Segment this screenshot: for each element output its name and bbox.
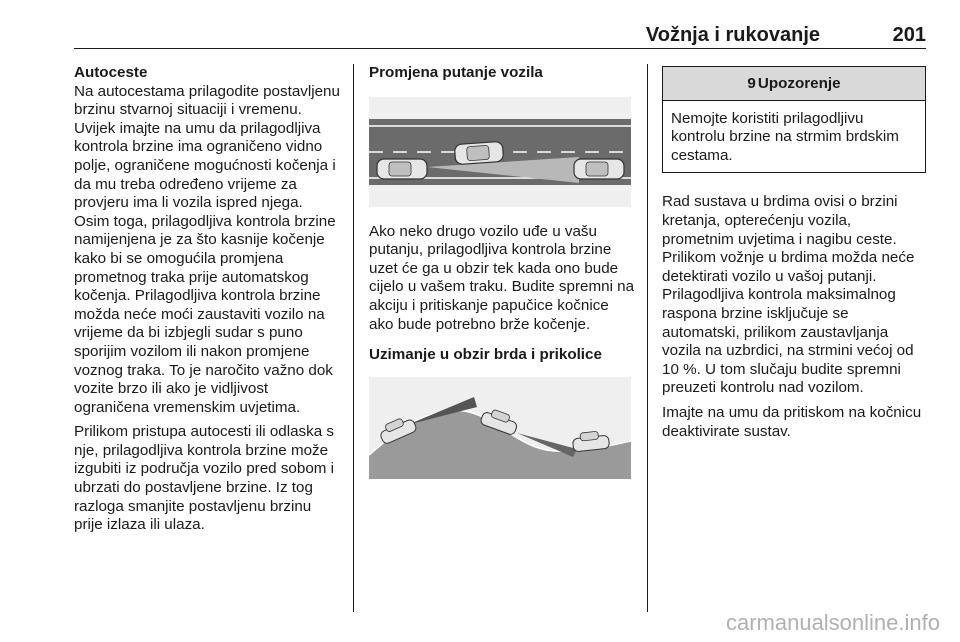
watermark: carmanualsonline.info bbox=[725, 610, 940, 635]
lane-change-drawing bbox=[369, 97, 631, 207]
right-column bbox=[662, 64, 926, 447]
warning-text: Nemojte koristiti prilagodljivu kontrolu brzine na strmim brdskim cestama. bbox=[671, 109, 899, 164]
warning-triangle-icon: 9 bbox=[747, 75, 756, 92]
car-valley bbox=[572, 430, 610, 452]
header-rule bbox=[74, 48, 926, 49]
column-divider-right bbox=[647, 64, 648, 612]
car-ahead bbox=[574, 159, 624, 179]
cutting-in-car bbox=[454, 141, 503, 164]
paragraph: Rad sustava u brdima ovisi o brzini kretanja, opterećenju vozila, prometnim uvjetima i nagibu ceste. Prilikom vožnje u brdima možda neće detektirati vozilo u vašoj putanji. Prilagodljiva kontrola maksimalnog raspona brzine isključuje se automatski, prilikom zaustavljanja vozila na uzbrdici, na strmini većoj od 10 %. U tom slučaju budite spremni preuzeti kontrolu nad vozilom. bbox=[662, 193, 915, 397]
middle-column bbox=[369, 64, 635, 495]
paragraph: Prilikom pristupa autocesti ili odlaska s nje, prilagodljiva kontrola brzine može izgubiti iz područja vozilo pred sobom i ubrzati do postavljene brzine. Iz tog razloga smanjite postavljenu brzinu prije izlaza ili ulaza. bbox=[74, 423, 335, 534]
column-divider-left bbox=[353, 64, 354, 612]
section-heading-autoceste: Autoceste bbox=[74, 64, 148, 81]
warning-header bbox=[663, 67, 925, 101]
warning-box bbox=[662, 66, 926, 173]
page-header-title: Vožnja i rukovanje bbox=[645, 24, 820, 46]
hills-illustration bbox=[369, 377, 631, 479]
paragraph: Imajte na umu da pritiskom na kočnicu deaktivirate sustav. bbox=[662, 403, 922, 440]
section-heading-hills: Uzimanje u obzir brda i prikolice bbox=[369, 346, 602, 364]
page-number: 201 bbox=[892, 24, 926, 46]
warning-title: Upozorenje bbox=[757, 75, 841, 92]
section-heading-lane-change: Promjena putanje vozila bbox=[369, 64, 543, 81]
left-column bbox=[74, 64, 342, 541]
paragraph: Na autocestama prilagodite postavljenu brzinu stvarnoj situaciji i vremenu. Uvijek imajte na umu da prilagodljiva kontrola brzine ima ograničeno vidno polje, ograničene mogućnosti kočenja i da mu treba određeno vrijeme za provjeru ima li vozila ispred njega. Osim toga, prilagodljiva kontrola brzine namijenjena je za što kasnije kočenje kako bi se omogućila promjena prometnog traka prije automatskog kočenja. Prilagodljiva kontrola brzine možda neće moći zaustaviti vozilo na vrijeme da bi izbjegli sudar s puno sporijim vozilom ili nakon promjene voznog traka. To je naročito važno dok vozite brzo ili ako je vidljivost ograničena vremenskim uvjetima. bbox=[74, 82, 340, 416]
paragraph: Ako neko drugo vozilo uđe u vašu putanju, prilagodljiva kontrola brzine uzet će ga u obzir tek kada ono bude cijelo u vašem traku. Budite spremni na akciju i pritiskanje papučice kočnice ako bude potrebno brže kočenje. bbox=[369, 222, 635, 333]
own-car bbox=[377, 159, 427, 179]
hills-drawing bbox=[369, 377, 631, 479]
lane-change-illustration bbox=[369, 97, 631, 207]
